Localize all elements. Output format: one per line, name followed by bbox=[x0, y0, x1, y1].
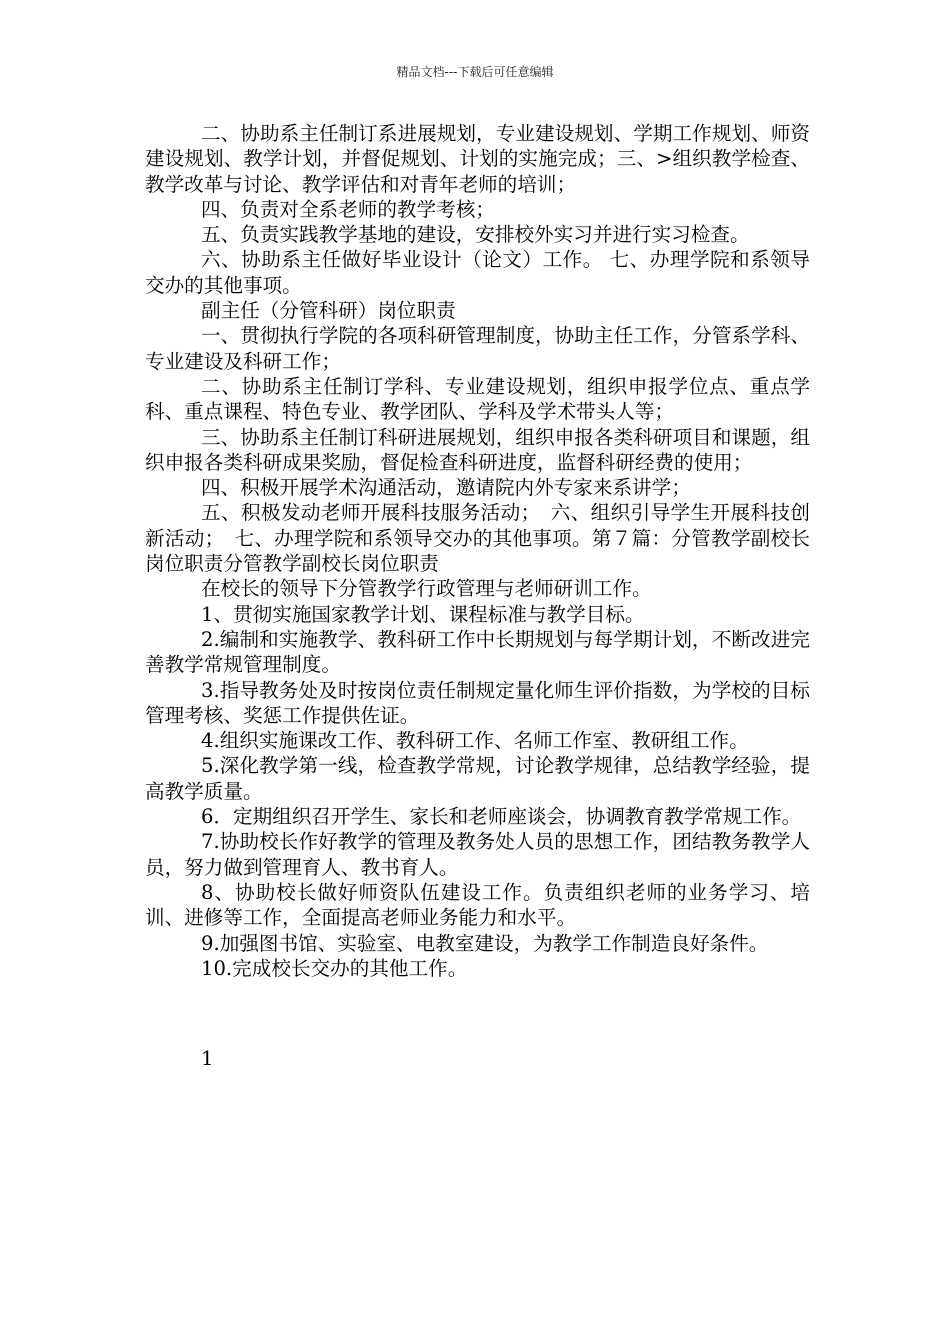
paragraph: 三、协助系主任制订科研进展规划，组织申报各类科研项目和课题，组织申报各类科研成果奖励，督促检查科研进度，监督科研经费的使用； bbox=[145, 425, 810, 474]
document-body bbox=[145, 121, 810, 981]
paragraph: 10.完成校长交办的其他工作。 bbox=[201, 956, 468, 980]
paragraph: 3.指导教务处及时按岗位责任制规定量化师生评价指数，为学校的目标管理考核、奖惩工作提供佐证。 bbox=[145, 678, 810, 727]
paragraph: 8、协助校长做好师资队伍建设工作。负责组织老师的业务学习、培训、进修等工作，全面提高老师业务能力和水平。 bbox=[145, 880, 810, 930]
page-header: 精品文档---下载后可任意编辑 bbox=[396, 65, 554, 79]
paragraph: 4.组织实施课改工作、教科研工作、名师工作室、教研组工作。 bbox=[201, 729, 749, 753]
paragraph: 5.深化教学第一线，检查教学常规，讨论教学规律，总结教学经验，提高教学质量。 bbox=[145, 754, 810, 803]
paragraph: 五、负责实践教学基地的建设，安排校外实习并进行实习检查。 bbox=[201, 223, 750, 247]
paragraph: 二、协助系主任制订系进展规划，专业建设规划、学期工作规划、师资建设规划、教学计划，并督促规划、计划的实施完成；三、>组织教学检查、教学改革与讨论、教学评估和对青年老师的培训； bbox=[145, 122, 810, 196]
paragraph: 四、负责对全系老师的教学考核； bbox=[201, 197, 495, 221]
paragraph: 7.协助校长作好教学的管理及教务处人员的思想工作，团结教务教学人员，努力做到管理育人、教书育人。 bbox=[145, 830, 810, 879]
paragraph: 1、贯彻实施国家教学计划、课程标准与教学目标。 bbox=[201, 602, 645, 626]
paragraph: 二、协助系主任制订学科、专业建设规划，组织申报学位点、重点学科、重点课程、特色专业、教学团队、学科及学术带头人等； bbox=[145, 374, 810, 424]
paragraph: 一、贯彻执行学院的各项科研管理制度，协助主任工作，分管系学科、专业建设及科研工作； bbox=[145, 324, 810, 373]
paragraph: 四、积极开展学术沟通活动，邀请院内外专家来系讲学； bbox=[201, 476, 691, 500]
page-number: 1 bbox=[201, 1047, 214, 1070]
paragraph: 在校长的领导下分管教学行政管理与老师研训工作。 bbox=[201, 577, 652, 601]
section-heading: 副主任（分管科研）岗位职责 bbox=[201, 299, 456, 323]
paragraph: 六、协助系主任做好毕业设计（论文）工作。 七、办理学院和系领导交办的其他事项。 bbox=[145, 248, 810, 297]
paragraph: 9.加强图书馆、实验室、电教室建设，为教学工作制造良好条件。 bbox=[201, 931, 769, 955]
paragraph: 6．定期组织召开学生、家长和老师座谈会，协调教育教学常规工作。 bbox=[201, 805, 802, 829]
paragraph: 2.编制和实施教学、教科研工作中长期规划与每学期计划，不断改进完善教学常规管理制度。 bbox=[145, 627, 810, 677]
paragraph: 五、积极发动老师开展科技服务活动； 六、组织引导学生开展科技创新活动； 七、办理学院和系领导交办的其他事项。第７篇：分管教学副校长岗位职责分管教学副校长岗位职责 bbox=[145, 501, 810, 576]
